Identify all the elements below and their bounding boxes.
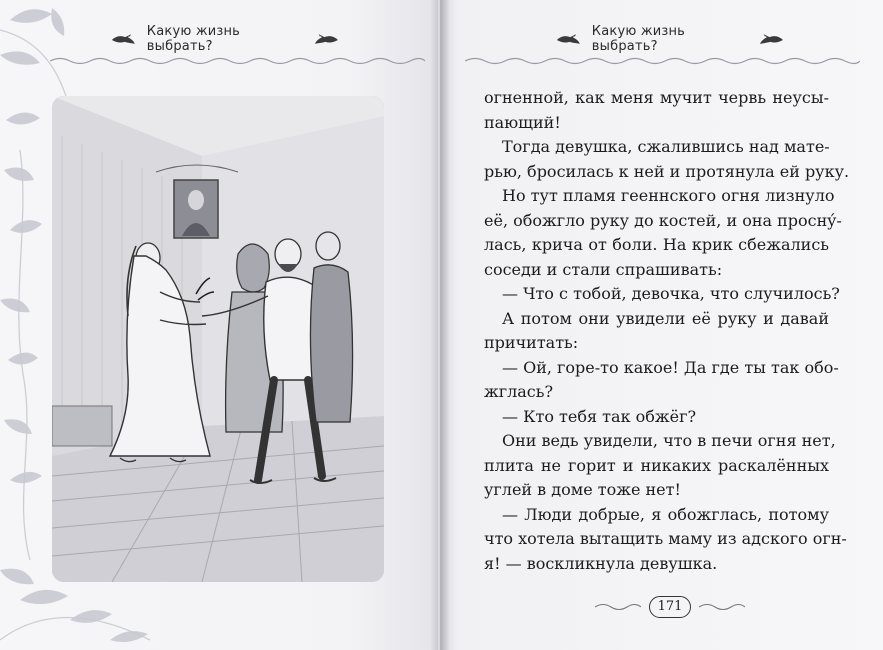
- right-running-head-text: Какую жизнь выбрать?: [591, 24, 686, 54]
- left-running-head: [110, 24, 340, 54]
- text-line: её, обожгло руку до костей, и она проснý-: [484, 210, 842, 230]
- page-number-footer: [590, 595, 750, 619]
- bird-icon: [110, 31, 137, 47]
- page-number: 171: [649, 596, 691, 618]
- vine-divider-icon: [595, 602, 641, 612]
- text-line: лась, крича от боли. На крик сбежались: [484, 235, 829, 254]
- bird-icon: [758, 31, 785, 47]
- text-line: соседи и стали спрашивать:: [484, 259, 723, 279]
- text-line: Они ведь увидели, что в печи огня нет,: [502, 431, 836, 450]
- illustration: [52, 96, 384, 582]
- text-line: жглась?: [484, 382, 554, 401]
- text-line: Тогда девушка, сжалившись над мате-: [502, 137, 830, 156]
- bird-icon: [313, 31, 340, 47]
- right-running-head: [555, 24, 785, 54]
- illustration-drawing: [52, 96, 384, 582]
- vine-divider-icon: [50, 56, 425, 66]
- text-line: — Люди добрые, я обожглась, потому: [502, 504, 829, 524]
- body-text: [484, 86, 850, 576]
- vine-divider-icon: [465, 56, 860, 66]
- text-line: что хотела вытащить маму из адского огн-: [484, 529, 847, 548]
- text-line: — Ой, горе-то какое! Да где ты так обо-: [502, 357, 839, 377]
- bird-icon: [555, 31, 582, 47]
- text-line: я! — воскликнула девушка.: [484, 553, 718, 573]
- text-line: — Кто тебя так обжёг?: [502, 406, 697, 426]
- text-line: огненной, как меня мучит червь неусы-: [484, 88, 829, 107]
- text-line: причитать:: [484, 333, 579, 352]
- text-line: углей в доме тоже нет!: [484, 480, 681, 499]
- text-line: А потом они увидели её руку и давай: [502, 308, 829, 328]
- text-line: пающий!: [484, 112, 561, 132]
- gutter-shadow: [430, 0, 450, 650]
- vine-divider-icon: [699, 602, 745, 612]
- text-line: — Что с тобой, девочка, что случилось?: [502, 284, 840, 303]
- text-line: Но тут пламя гееннского огня лизнуло: [502, 186, 835, 205]
- text-line: рью, бросилась к ней и протянула ей руку.: [484, 161, 850, 181]
- text-line: плита не горит и никаких раскалённых: [484, 455, 829, 475]
- left-running-head-text: Какую жизнь выбрать?: [146, 24, 241, 54]
